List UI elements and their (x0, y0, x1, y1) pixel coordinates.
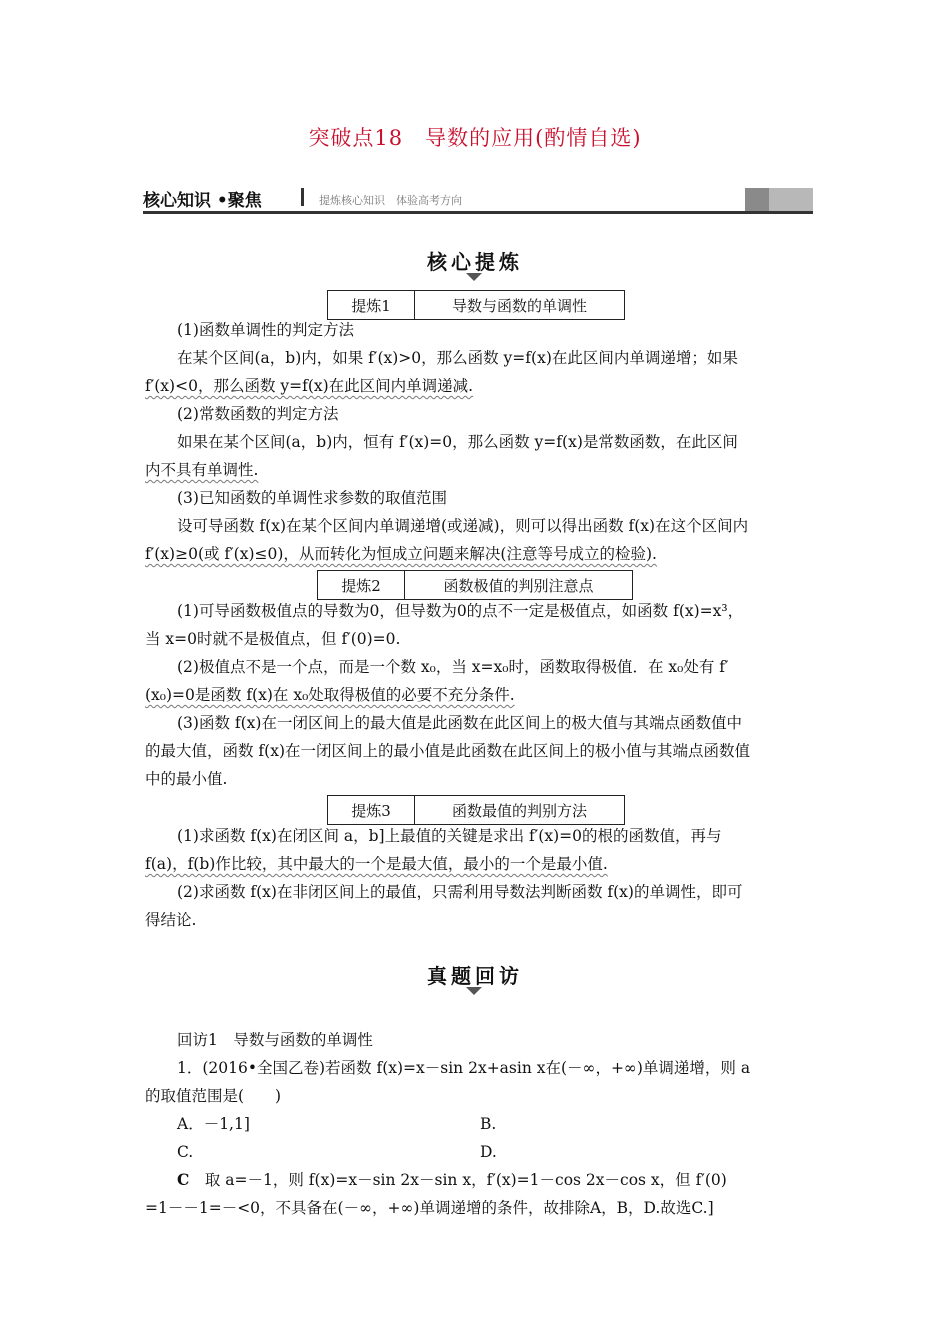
section-bar (143, 186, 813, 214)
s1-heading-2: (2)常数函数的判定方法 (177, 405, 339, 423)
answer-line-2: =1－－1=－<0，不具备在(－∞，+∞)单调递增的条件，故排除A，B，D.故选C.] (145, 1199, 714, 1217)
s1-heading-1: (1)函数单调性的判定方法 (177, 321, 354, 339)
answer-letter: C (177, 1170, 190, 1189)
option-b: B. (480, 1115, 497, 1133)
s1-line-4: 内不具有单调性. (145, 461, 259, 479)
s1-line-1: 在某个区间(a，b)内，如果 f′(x)>0，那么函数 y=f(x)在此区间内单调递增；如果 (177, 349, 738, 367)
topic-box-2-value: 函数极值的判别注意点 (443, 576, 594, 595)
heading-review-arrow-icon (466, 987, 482, 995)
topic-box-3 (327, 795, 625, 825)
heading-core-arrow-icon (466, 273, 482, 281)
answer-line-1 (177, 1170, 727, 1190)
s3-line-2: f(a)，f(b)作比较，其中最大的一个是最大值，最小的一个是最小值. (145, 855, 608, 873)
topic-box-3-key: 提炼3 (328, 796, 415, 824)
s2-line-7: 中的最小值. (145, 770, 228, 788)
s3-line-3: (2)求函数 f(x)在非闭区间上的最值，只需利用导数法判断函数 f(x)的单调性，即可 (177, 883, 743, 901)
section-bar-subtitle: 提炼核心知识 体验高考方向 (319, 194, 462, 207)
s1-heading-3: (3)已知函数的单调性求参数的取值范围 (177, 489, 447, 507)
s2-line-2: 当 x=0时就不是极值点，但 f′(0)=0. (145, 630, 401, 648)
topic-box-1-value: 导数与函数的单调性 (451, 296, 587, 315)
topic-box-2-key: 提炼2 (318, 571, 405, 599)
section-bar-rule (143, 211, 813, 214)
s2-line-4: (x₀)=0是函数 f(x)在 x₀处取得极值的必要不充分条件. (145, 686, 515, 704)
s1-line-6: f′(x)≥0(或 f′(x)≤0)，从而转化为恒成立问题来解决(注意等号成立的检验). (145, 545, 657, 563)
s1-line-5: 设可导函数 f(x)在某个区间内单调递增(或递减)，则可以得出函数 f(x)在这个区间内 (177, 517, 749, 535)
option-d: D. (480, 1143, 497, 1161)
heading-review: 真题回访 (427, 964, 523, 988)
s1-line-3: 如果在某个区间(a，b)内，恒有 f′(x)=0，那么函数 y=f(x)是常数函数，在此区间 (177, 433, 738, 451)
s2-line-5: (3)函数 f(x)在一闭区间上的最大值是此函数在此区间上的极大值与其端点函数值中 (177, 714, 742, 732)
s1-line-2: f′(x)<0，那么函数 y=f(x)在此区间内单调递减. (145, 377, 474, 395)
section-bar-separator (301, 188, 304, 206)
heading-core: 核心提炼 (427, 250, 523, 274)
option-c: C. (177, 1143, 194, 1161)
page-title: 突破点18 导数的应用(酌情自选) (308, 126, 642, 150)
topic-box-1-key: 提炼1 (328, 291, 415, 319)
topic-box-1 (327, 290, 625, 320)
section-bar-dark-block (745, 188, 769, 211)
question-line-2: 的取值范围是( ) (145, 1087, 282, 1105)
section-bar-title: 核心知识 •聚焦 (143, 191, 262, 211)
topic-box-3-value: 函数最值的判别方法 (451, 801, 587, 820)
answer-text: 取 a=－1，则 f(x)=x－sin 2x－sin x，f′(x)=1－cos 2x－cos x，但 f′(0) (189, 1171, 727, 1189)
s2-line-1: (1)可导函数极值点的导数为0，但导数为0的点不一定是极值点，如函数 f(x)=x³， (177, 602, 744, 620)
question-line-1: 1．(2016•全国乙卷)若函数 f(x)=x－sin 2x+asin x在(－∞，+∞)单调递增，则 a (177, 1059, 751, 1077)
s2-line-3: (2)极值点不是一个点，而是一个数 x₀，当 x=x₀时，函数取得极值．在 x₀处有 f′ (177, 658, 729, 676)
review-subheading: 回访1 导数与函数的单调性 (177, 1031, 373, 1049)
s2-line-6: 的最大值，函数 f(x)在一闭区间上的最小值是此函数在此区间上的极小值与其端点函数值 (145, 742, 751, 760)
s3-line-1: (1)求函数 f(x)在闭区间 a，b]上最值的关键是求出 f′(x)=0的根的函数值，再与 (177, 827, 722, 845)
topic-box-2 (317, 570, 633, 600)
s3-line-4: 得结论. (145, 911, 197, 929)
option-a: A．－1,1] (177, 1115, 250, 1133)
section-bar-light-block (769, 188, 813, 211)
